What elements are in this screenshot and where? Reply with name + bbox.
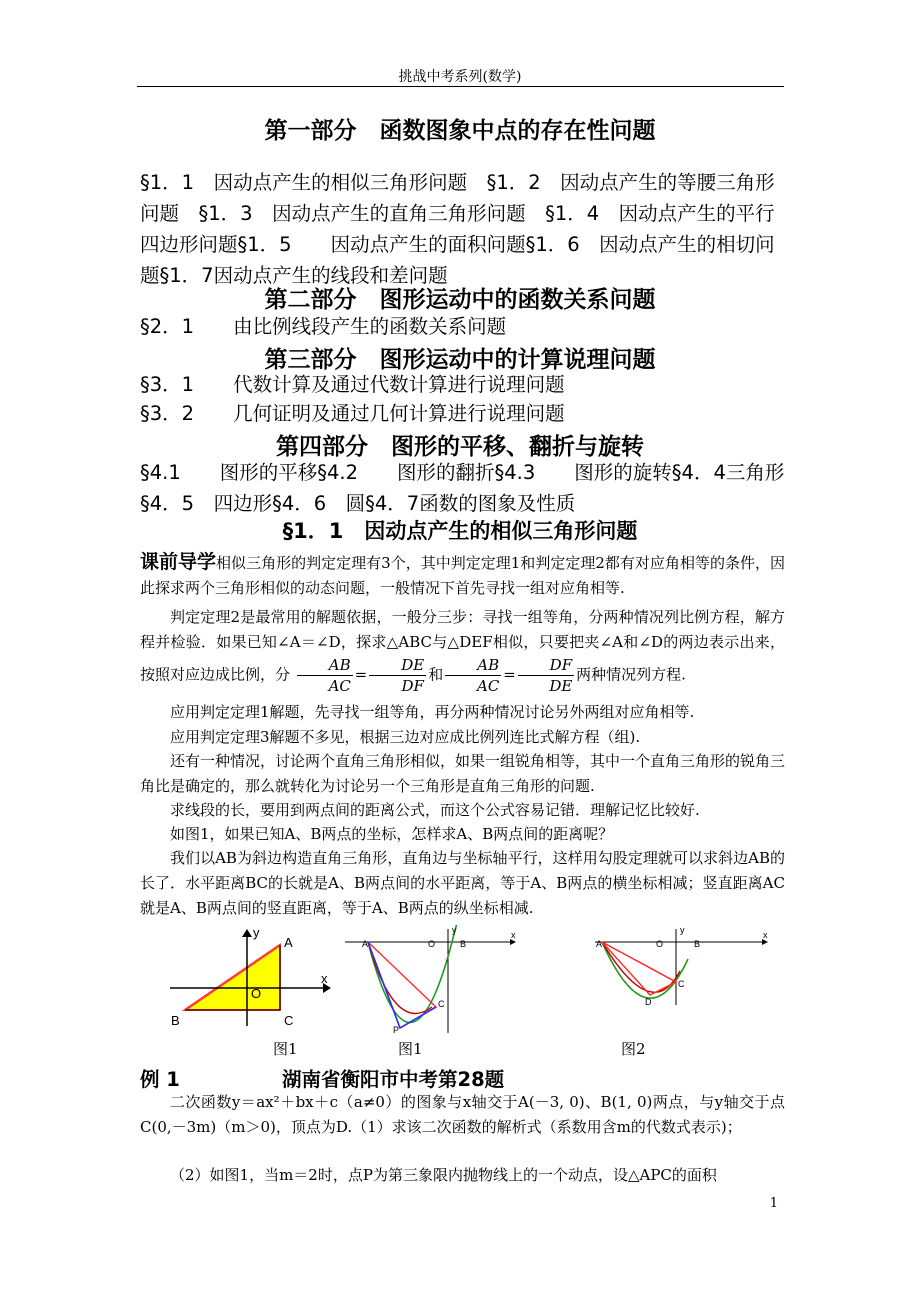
- caption-fig1b: 图1: [398, 1040, 423, 1058]
- label-c: C: [284, 1013, 294, 1028]
- guide-lead: 课前导学: [140, 551, 217, 573]
- guide-p8: 我们以AB为斜边构造直角三角形，直角边与坐标轴平行，这样用勾股定理就可以求斜边AB的长了．水平距离BC的长就是A、B两点间的水平距离，等于A、B两点的横坐标相减；竖直距离AC就是A、B两点间的竖直距离，等于A、B两点的纵坐标相减.: [140, 849, 785, 917]
- section-title: §1．1 因动点产生的相似三角形问题: [282, 519, 638, 543]
- label-b: B: [694, 939, 701, 949]
- fraction-ab-ac: $\frac{AB}{AC}$: [297, 655, 353, 696]
- guide-p7: 如图1，如果已知A、B两点的坐标，怎样求A、B两点间的距离呢？: [170, 825, 614, 843]
- figure-2-parabola: [590, 925, 770, 1015]
- y-axis-arrow: [242, 929, 252, 937]
- figure-1-parabola: [340, 925, 520, 1037]
- label-o: O: [251, 986, 262, 1001]
- label-b: B: [460, 939, 467, 949]
- example-p1: 二次函数y＝ax²＋bx＋c（a≠0）的图象与x轴交于A(－3, 0)、B(1, 0)两点，与y轴交于点C(0,－3m)（m＞0)，顶点为D.（1）求该二次函数的解析式（系数用含m的代数式表示)；: [140, 1093, 785, 1136]
- parabola-red: [368, 942, 432, 1013]
- label-a: A: [284, 935, 293, 950]
- segment-ap: [368, 942, 400, 1028]
- figure-1-triangle: [165, 922, 340, 1032]
- label-c: C: [678, 979, 685, 989]
- label-c: C: [438, 999, 445, 1009]
- page-number: 1: [769, 1196, 778, 1211]
- page-header: 挑战中考系列(数学): [398, 69, 522, 85]
- example-source: 湖南省衡阳市中考第28题: [282, 1068, 505, 1091]
- toc-part1: §1．1 因动点产生的相似三角形问题 §1．2 因动点产生的等腰三角形问题 §1．3 因动点产生的直角三角形问题 §1．4 因动点产生的平行四边形问题§1．5 因动点产生的面积问题§1．6 因动点产生的相切问题§1．7因动点产生的线段和差问题: [140, 171, 775, 287]
- label-y: y: [253, 925, 260, 940]
- label-b: B: [171, 1013, 180, 1028]
- fraction-ab-ac-2: $\frac{AB}{AC}$: [445, 655, 501, 696]
- label-x: x: [321, 971, 328, 986]
- caption-fig2: 图2: [621, 1040, 646, 1058]
- part3-title: 第三部分 图形运动中的计算说理问题: [264, 347, 656, 373]
- segment-ac: [602, 942, 676, 982]
- toc-s2-1: §2．1 由比例线段产生的函数关系问题: [140, 315, 507, 338]
- guide-p1: 课前导学相似三角形的判定定理有3个，其中判定定理1和判定定理2都有对应角相等的条件，因此探求两个三角形相似的动态问题，一般情况下首先寻找一组对应角相等.: [140, 551, 785, 597]
- example-label: 例 1: [140, 1068, 180, 1091]
- toc-s3-2: §3．2 几何证明及通过几何计算进行说理问题: [140, 402, 565, 425]
- part2-title: 第二部分 图形运动中的函数关系问题: [264, 287, 656, 313]
- label-a: A: [362, 939, 369, 949]
- guide-p3: 应用判定定理1解题，先寻找一组等角，再分两种情况讨论另外两组对应角相等.: [170, 703, 695, 721]
- toc-s3-1: §3．1 代数计算及通过代数计算进行说理问题: [140, 373, 565, 396]
- label-y: y: [452, 925, 457, 935]
- label-d: D: [645, 997, 652, 1007]
- example-p2: （2）如图1，当m＝2时，点P为第三象限内抛物线上的一个动点，设△APC的面积: [170, 1166, 717, 1184]
- caption-fig1: 图1: [273, 1040, 298, 1058]
- label-x: x: [511, 930, 516, 940]
- fraction-de-df: $\frac{DE}{DF}$: [369, 655, 426, 696]
- toc-part4: §4.1 图形的平移§4.2 图形的翻折§4.3 图形的旋转§4．4三角形§4．5 四边形§4．6 圆§4．7函数的图象及性质: [140, 461, 785, 515]
- label-o: O: [656, 939, 664, 949]
- guide-p4: 应用判定定理3解题不多见，根据三边对应成比例列连比式解方程（组).: [170, 728, 641, 746]
- fraction-df-de: $\frac{DF}{DE}$: [518, 655, 574, 696]
- part1-title: 第一部分 函数图象中点的存在性问题: [264, 118, 656, 144]
- guide-p6: 求线段的长，要用到两点间的距离公式，而这个公式容易记错．理解记忆比较好.: [170, 801, 700, 819]
- label-a: A: [596, 939, 603, 949]
- label-p: P: [393, 1025, 400, 1035]
- part4-title: 第四部分 图形的平移、翻折与旋转: [276, 434, 644, 460]
- label-o: O: [428, 939, 436, 949]
- triangle-apc: [368, 942, 436, 1028]
- guide-p2: 判定定理2是最常用的解题依据，一般分三步：寻找一组等角，分两种情况列比例方程，解方程并检验．如果已知∠A＝∠D，探求△ABC与△DEF相似，只要把夹∠A和∠D的两边表示出来，按照对应边成比例，分 $\frac{AB}{AC}$ = $\frac{DE}{DF}$ 和 $\frac{AB}{AC}$ = $\frac{DF}{DE}$ 两种情况列方程.: [140, 608, 785, 695]
- guide-p5: 还有一种情况，讨论两个直角三角形相似，如果一组锐角相等，其中一个直角三角形的锐角三角比是确定的，那么就转化为讨论另一个三角形是直角三角形的问题.: [140, 752, 786, 795]
- header-rule: [137, 86, 784, 87]
- label-x: x: [763, 930, 768, 940]
- label-y: y: [680, 925, 685, 935]
